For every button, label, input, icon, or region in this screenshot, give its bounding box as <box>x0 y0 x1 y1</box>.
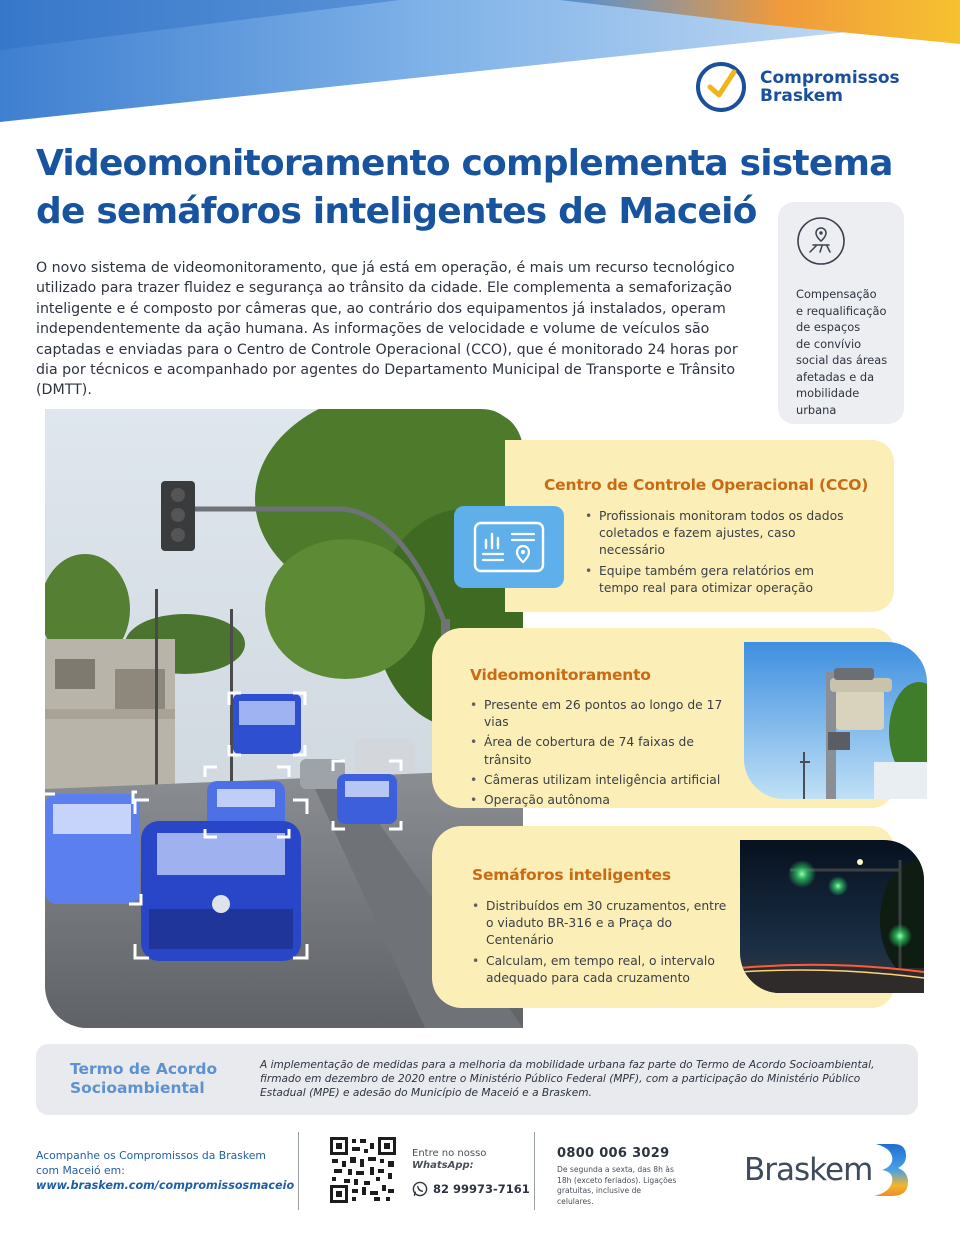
dashboard-location-icon <box>454 506 564 588</box>
phone-contact <box>557 1146 677 1207</box>
card-sem-bullets <box>472 898 732 990</box>
card-sem-title: Semáforos inteligentes <box>472 866 671 884</box>
list-item: • Calculam, em tempo real, o intervalo adequado para cada cruzamento <box>472 953 732 987</box>
term-title-line-2: Socioambiental <box>70 1079 205 1097</box>
card-cco-title: Centro de Controle Operacional (CCO) <box>544 476 869 494</box>
whatsapp-label-2: WhatsApp: <box>412 1160 474 1171</box>
list-item: • Área de cobertura de 74 faixas de trânsito <box>470 734 740 768</box>
footer-url-link[interactable]: www.braskem.com/compromissosmaceio <box>36 1179 295 1192</box>
side-line: de convívio <box>796 336 862 351</box>
map-pin-route-icon <box>796 216 846 266</box>
side-line: social das áreas <box>796 353 888 367</box>
side-line: afetadas e da <box>796 369 875 384</box>
footer-follow <box>36 1148 295 1193</box>
follow-line-2: com Maceió em: <box>36 1164 125 1177</box>
term-title <box>70 1060 250 1098</box>
footer-divider <box>534 1132 535 1210</box>
side-line: de espaços <box>796 320 861 334</box>
list-item: • Câmeras utilizam inteligência artificial <box>470 772 740 789</box>
check-circle-icon <box>694 60 748 114</box>
compromissos-braskem-logo <box>694 58 924 116</box>
list-item: • Presente em 26 pontos ao longo de 17 vias <box>470 697 740 731</box>
side-line: e requalificação <box>796 303 887 318</box>
side-line: urbana <box>796 402 837 417</box>
braskem-logo <box>744 1142 920 1198</box>
card-video-bullets <box>470 697 740 812</box>
whatsapp-number-link[interactable] <box>412 1181 532 1197</box>
title-line-2: de semáforos inteligentes de Maceió <box>36 191 757 232</box>
whatsapp-number: 82 99973-7161 <box>433 1182 530 1196</box>
side-card-compensation <box>778 202 904 424</box>
camera-photo <box>744 642 927 799</box>
card-video-title: Videomonitoramento <box>470 666 651 684</box>
qr-code-icon[interactable] <box>330 1137 396 1203</box>
title-line-1: Videomonitoramento complementa sistema <box>36 143 893 184</box>
phone-number-link[interactable]: 0800 006 3029 <box>557 1146 670 1161</box>
side-card-text <box>796 286 894 418</box>
list-item: • Profissionais monitoram todos os dados coletados e fazem ajustes, caso necessário <box>585 508 850 560</box>
follow-line-1: Acompanhe os Compromissos da Braskem <box>36 1149 266 1162</box>
list-item: • Equipe também gera relatórios em tempo real para otimizar operação <box>585 563 850 597</box>
intro-paragraph: O novo sistema de videomonitoramento, que já está em operação, é mais um recurso tecnológico utilizado para trazer fluidez e segurança ao trânsito da cidade. Ele complementa a semaforização inteligente e é composto por câmeras que, ao contrário dos equipamentos já instalados, operam independentemente da ação humana. As informações de velocidade e volume de veículos são captadas e enviadas para o Centro de Controle Operacional (CCO), que é monitorado 24 horas por dia por técnicos e acompanhado por agentes do Departamento Municipal de Transporte e Trânsito (DMTT). <box>36 260 738 399</box>
whatsapp-contact <box>412 1148 532 1197</box>
term-text: A implementação de medidas para a melhoria da mobilidade urbana faz parte do Termo de Acordo Socioambiental, firmado em dezembro de 2020 entre o Ministério Público Federal (MPF), com a participação do Ministério Público Estadual (MPE) e adesão do Município de Maceió e a Braskem. <box>260 1059 875 1099</box>
list-item: • Distribuídos em 30 cruzamentos, entre o viaduto BR-316 e a Praça do Centenário <box>472 898 732 950</box>
side-line: Compensação <box>796 287 877 301</box>
braskem-wordmark: Braskem <box>744 1152 873 1188</box>
card-cco-bullets <box>585 508 850 600</box>
list-item: • Operação autônoma <box>470 792 740 809</box>
logo-line-1: Compromissos <box>760 68 900 88</box>
term-title-line-1: Termo de Acordo <box>70 1060 218 1078</box>
night-traffic-lights-photo <box>740 840 924 993</box>
whatsapp-icon <box>412 1181 428 1197</box>
logo-line-2: Braskem <box>760 86 844 106</box>
footer-divider <box>298 1132 299 1210</box>
whatsapp-label-1: Entre no nosso <box>412 1148 487 1159</box>
term-agreement-band <box>36 1044 918 1115</box>
braskem-b-mark-icon <box>872 1142 910 1198</box>
phone-hours: De segunda a sexta, das 8h às 18h (exceto feriados). Ligações gratuitas, inclusive de celulares. <box>557 1165 677 1206</box>
side-line: mobilidade <box>796 386 860 400</box>
